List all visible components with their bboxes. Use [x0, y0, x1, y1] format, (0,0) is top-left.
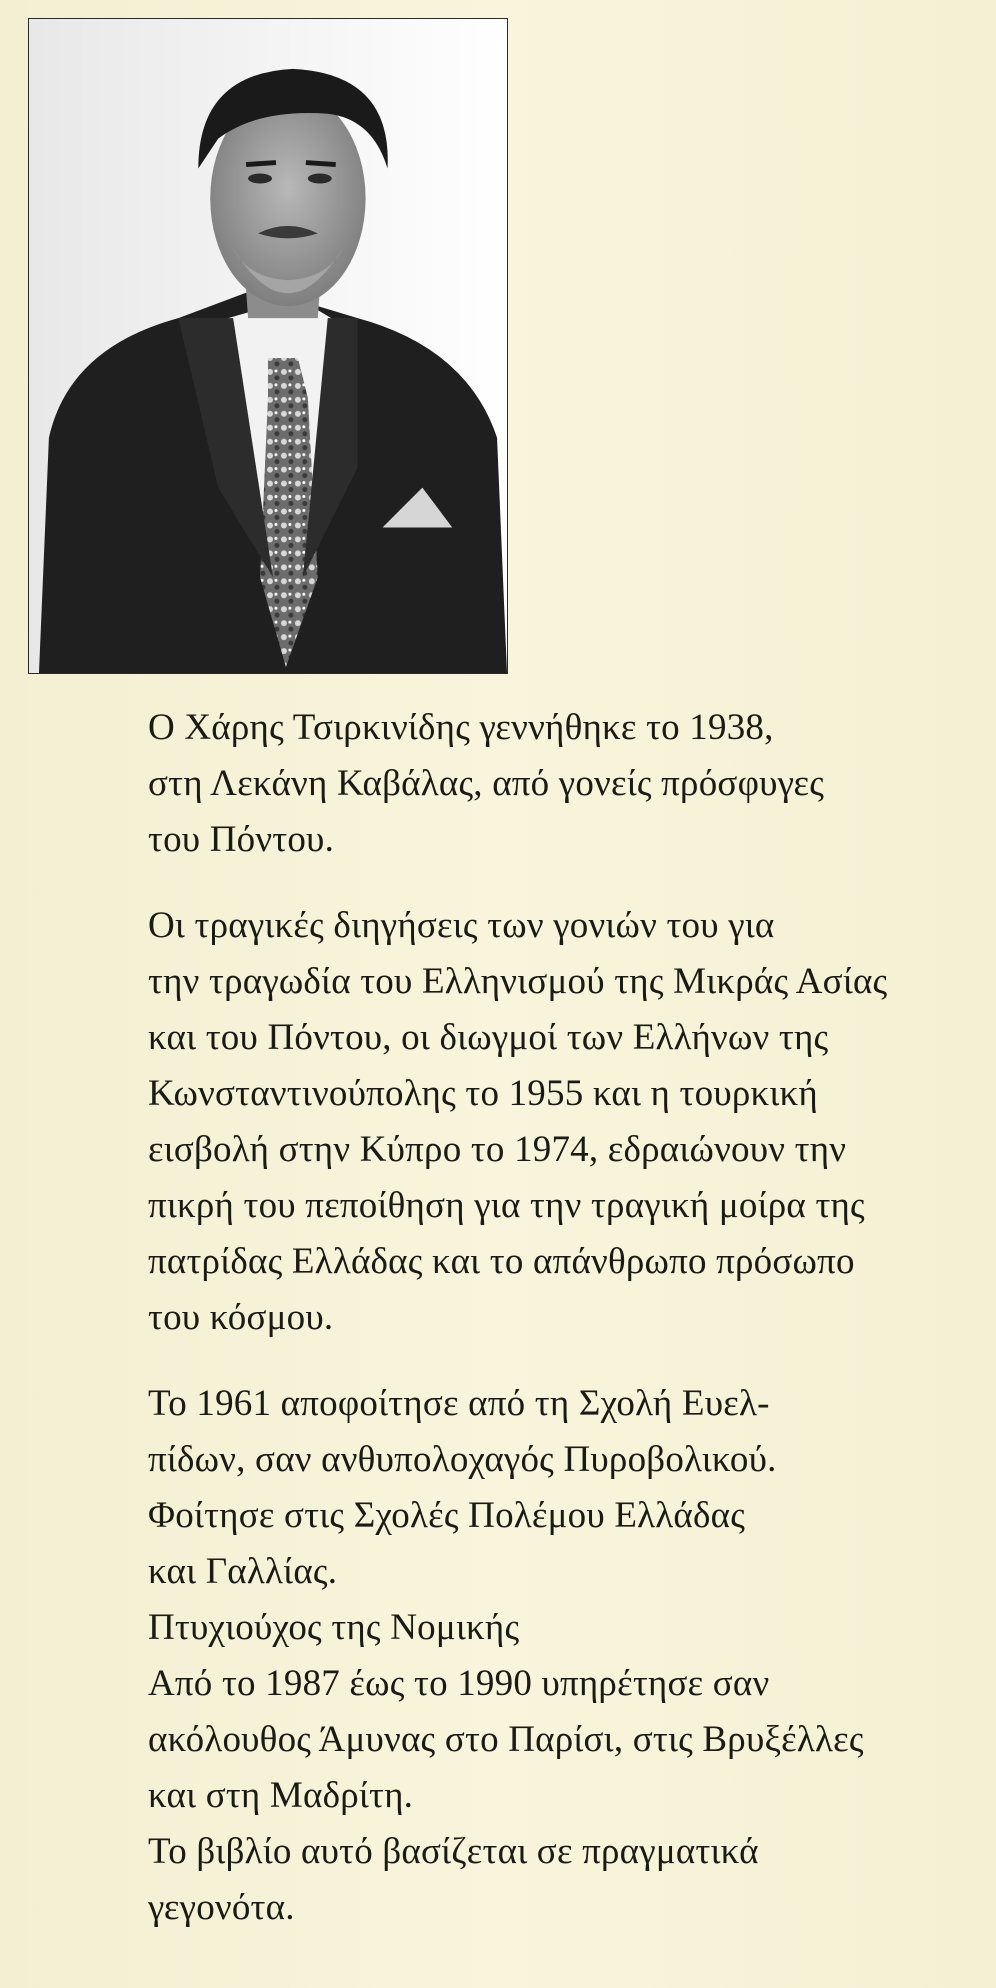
author-biography: [58, 700, 892, 1936]
bio-paragraph-graduation: Το 1961 αποφοίτησε από τη Σχολή Ευελ- πίδων, σαν ανθυπολοχαγός Πυροβολικού.: [148, 1383, 777, 1480]
bio-paragraph-birth: Ο Χάρης Τσιρκινίδης γεννήθηκε το 1938, στη Λεκάνη Καβάλας, από γονείς πρόσφυγες του Πόντου.: [148, 707, 825, 860]
bio-paragraph-war-schools: Φοίτησε στις Σχολές Πολέμου Ελλάδας και Γαλλίας.: [148, 1495, 746, 1592]
bio-paragraph-history: Οι τραγικές διηγήσεις των γονιών του για την τραγωδία του Ελληνισμού της Μικράς Ασίας και του Πόντου, οι διωγμοί των Ελλήνων της Κωνσταντινούπολης το 1955 και η τουρκική εισβολή στην Κύπρο το 1974, εδραιώνουν την πικρή του πεποίθηση για την τραγική μοίρα της πατρίδας Ελλάδας και το απάνθρωπο πρόσωπο του κόσμου.: [148, 905, 888, 1338]
portrait-image: [29, 19, 507, 673]
bio-paragraph-law-degree: Πτυχιούχος της Νομικής: [148, 1607, 520, 1648]
bio-paragraph-attache: Από το 1987 έως το 1990 υπηρέτησε σαν ακόλουθος Άμυνας στο Παρίσι, στις Βρυξέλλες και στη Μαδρίτη.: [148, 1663, 864, 1816]
bio-paragraph-book-note: Το βιβλίο αυτό βασίζεται σε πραγματικά γεγονότα.: [148, 1831, 759, 1928]
author-portrait-photo: [28, 18, 508, 674]
